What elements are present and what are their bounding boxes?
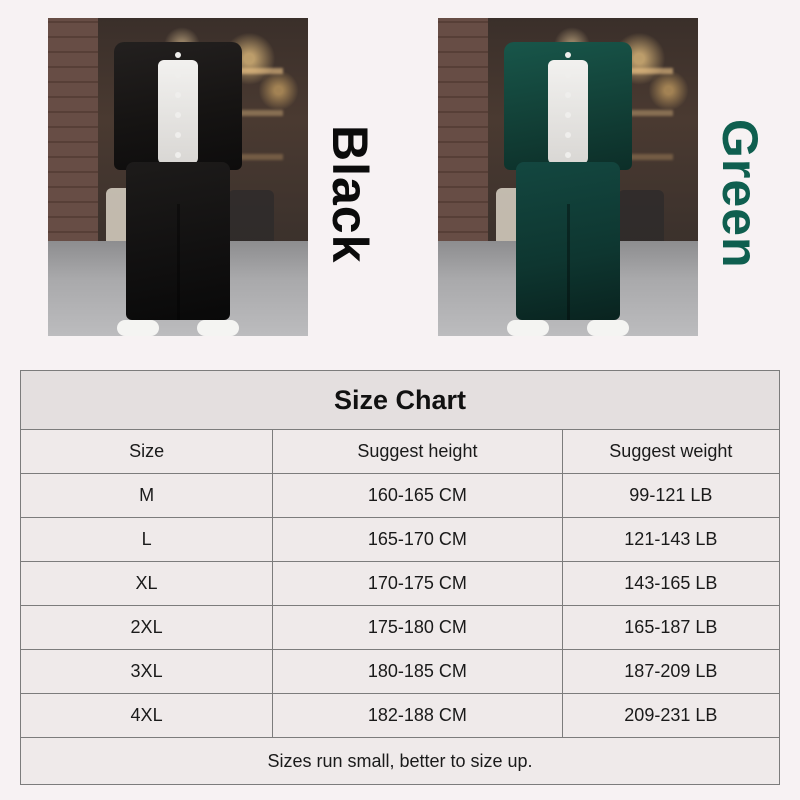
cell-size: 2XL [21,606,273,650]
table-row [21,694,779,738]
cell-size: L [21,518,273,562]
size-chart [20,370,780,785]
pants-black [126,162,230,320]
size-chart-title-row [21,371,779,430]
cell-height: 170-175 CM [273,562,563,606]
color-label-black [308,34,392,354]
column-header-size: Size [21,430,273,474]
table-row [21,650,779,694]
cell-weight: 187-209 LB [562,650,779,694]
size-chart-note: Sizes run small, better to size up. [21,738,779,785]
size-chart-table [21,430,779,784]
size-chart-title: Size Chart [333,384,467,415]
cell-size: XL [21,562,273,606]
table-row [21,606,779,650]
size-chart-note-row [21,738,779,785]
cell-height: 180-185 CM [273,650,563,694]
cell-weight: 143-165 LB [562,562,779,606]
cell-size: M [21,474,273,518]
cell-height: 182-188 CM [273,694,563,738]
product-photo-gallery [0,0,800,350]
shoe-left [507,320,549,336]
column-header-height: Suggest height [273,430,563,474]
shoe-left [117,320,159,336]
cell-weight: 165-187 LB [562,606,779,650]
cell-size: 3XL [21,650,273,694]
table-row [21,562,779,606]
shoe-right [587,320,629,336]
cell-weight: 99-121 LB [562,474,779,518]
color-label-green-text: Green [712,119,768,269]
table-row [21,474,779,518]
product-photo-black [48,18,308,336]
product-photo-block-green [438,18,778,336]
cell-height: 175-180 CM [273,606,563,650]
size-chart-head [21,430,779,474]
cell-height: 165-170 CM [273,518,563,562]
pants-green [516,162,620,320]
column-header-weight: Suggest weight [562,430,779,474]
size-chart-body [21,474,779,785]
table-header-row [21,430,779,474]
cell-height: 160-165 CM [273,474,563,518]
model-figure-green [493,36,643,336]
color-label-black-text: Black [322,124,378,264]
product-photo-green [438,18,698,336]
model-figure-black [103,36,253,336]
color-label-green [698,34,782,354]
cell-size: 4XL [21,694,273,738]
shoe-right [197,320,239,336]
shirt-buttons [175,52,181,156]
product-photo-block-black [48,18,388,336]
cell-weight: 121-143 LB [562,518,779,562]
cell-weight: 209-231 LB [562,694,779,738]
table-row [21,518,779,562]
shirt-buttons [565,52,571,156]
